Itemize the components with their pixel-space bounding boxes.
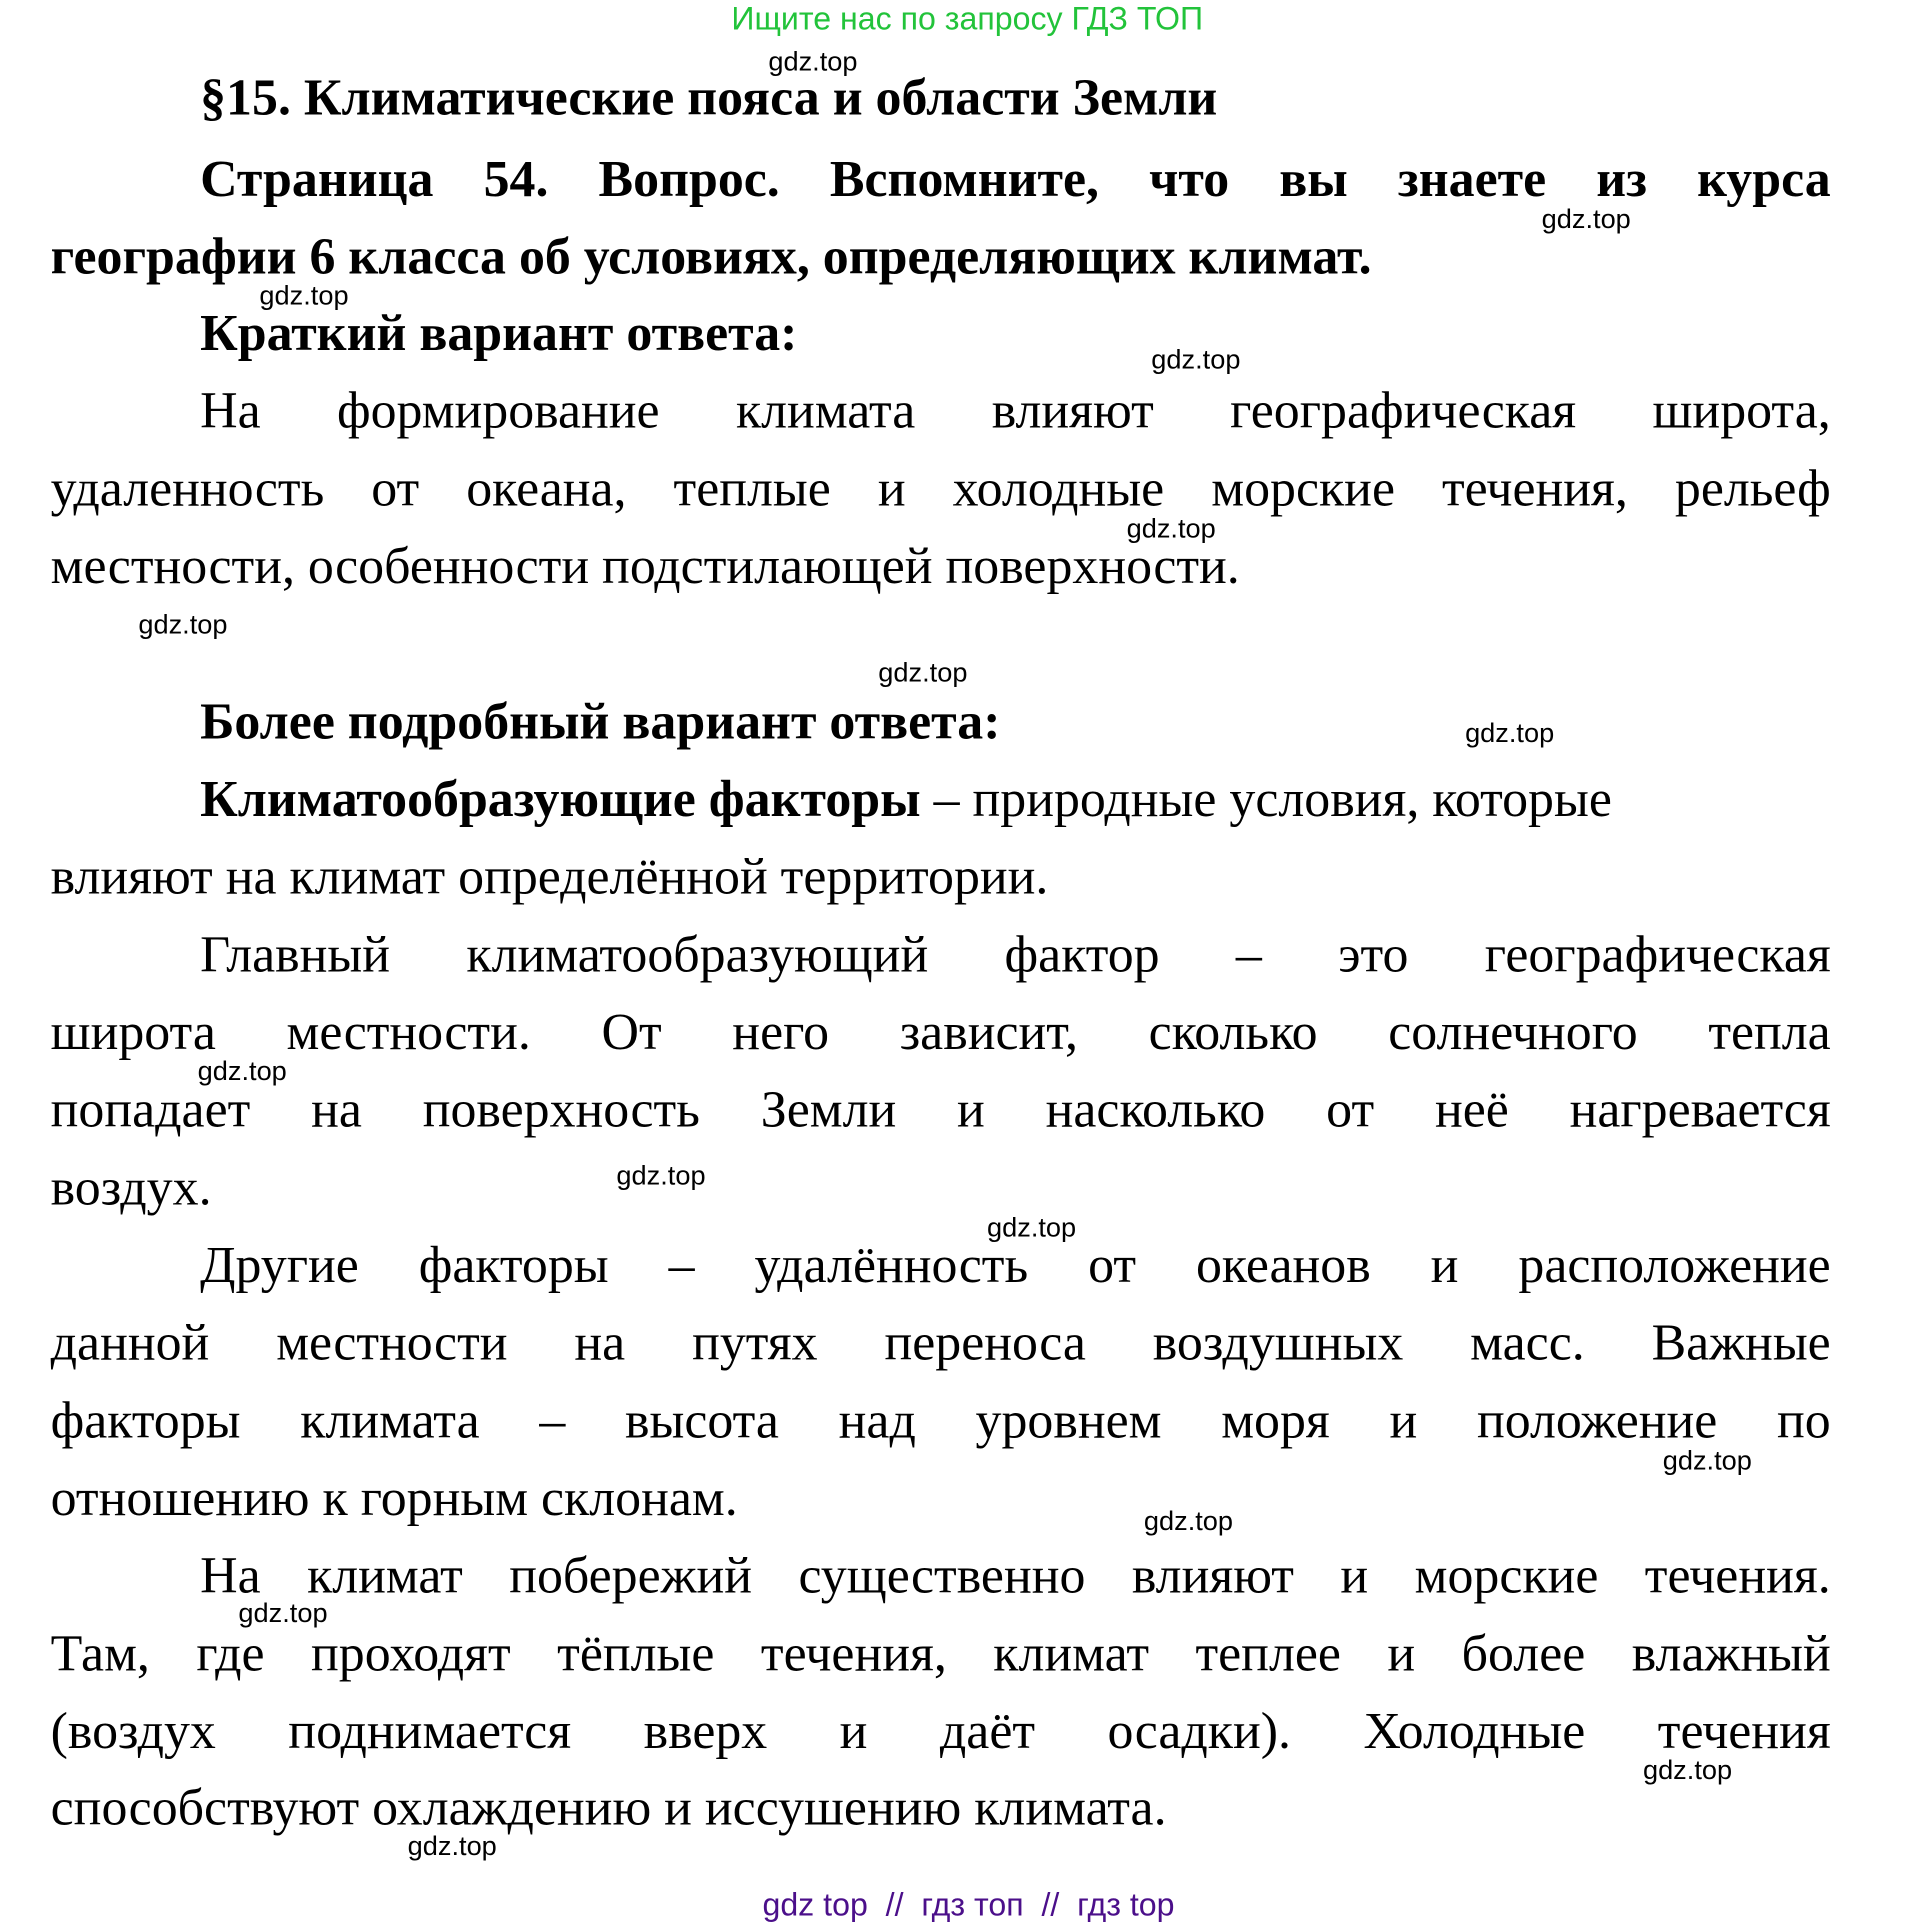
footer-link[interactable]: gdz top bbox=[762, 1886, 868, 1923]
definition-text: – природные условия, которые bbox=[920, 771, 1612, 829]
paragraph-line: факторы климата – высота над уровнем моря и положение по bbox=[50, 1392, 1831, 1450]
page-title: §15. Климатические пояса и области Земли bbox=[200, 70, 1218, 127]
paragraph-line: Главный климатообразующий фактор – это географическая bbox=[200, 926, 1831, 984]
question-line: географии 6 класса об условиях, определяющих климат. bbox=[50, 229, 1372, 286]
paragraph-line: Там, где проходят тёплые течения, климат теплее и более влажный bbox=[50, 1625, 1831, 1683]
footer-link[interactable]: гдз top bbox=[1077, 1886, 1175, 1923]
paragraph-line: Другие факторы – удалённость от океанов и расположение bbox=[200, 1237, 1831, 1295]
paragraph-line: На климат побережий существенно влияют и морские течения. bbox=[200, 1548, 1831, 1605]
definition-line bbox=[200, 762, 1831, 840]
paragraph-line: способствуют охлаждению и иссушению климата. bbox=[50, 1780, 1167, 1837]
watermark: gdz.top bbox=[138, 608, 228, 640]
watermark: gdz.top bbox=[259, 279, 349, 311]
paragraph-line: воздух. bbox=[50, 1159, 212, 1217]
definition-line: влияют на климат определённой территории. bbox=[50, 849, 1049, 907]
watermark: gdz.top bbox=[1465, 717, 1555, 749]
watermark: gdz.top bbox=[878, 657, 968, 688]
watermark: gdz.top bbox=[1126, 512, 1216, 544]
watermark: gdz.top bbox=[1143, 1505, 1234, 1536]
detailed-answer-heading: Более подробный вариант ответа: bbox=[200, 694, 1001, 751]
definition-term: Климатообразующие факторы bbox=[200, 771, 921, 829]
short-answer-line: На формирование климата влияют географическая широта, bbox=[200, 383, 1831, 441]
footer-link[interactable]: гдз топ bbox=[921, 1886, 1024, 1923]
paragraph-line: широта местности. От него зависит, сколько солнечного тепла bbox=[50, 1004, 1831, 1062]
paragraph-line: попадает на поверхность Земли и насколько от неё нагревается bbox=[50, 1082, 1831, 1140]
paragraph-line: данной местности на путях переноса воздушных масс. Важные bbox=[50, 1315, 1831, 1372]
footer-links bbox=[0, 1886, 1927, 1923]
watermark: gdz.top bbox=[1151, 343, 1241, 375]
watermark: gdz.top bbox=[238, 1597, 328, 1629]
watermark: gdz.top bbox=[1642, 1754, 1733, 1785]
watermark: gdz.top bbox=[768, 45, 858, 77]
short-answer-line: удаленность от океана, теплые и холодные морские течения, рельеф bbox=[50, 461, 1831, 518]
short-answer-heading: Краткий вариант ответа: bbox=[200, 305, 798, 363]
watermark: gdz.top bbox=[1662, 1444, 1752, 1476]
search-banner: Ищите нас по запросу ГДЗ ТОП bbox=[731, 0, 1204, 37]
paragraph-line: (воздух поднимается вверх и даёт осадки). Холодные течения bbox=[50, 1703, 1831, 1761]
watermark: gdz.top bbox=[616, 1159, 706, 1191]
watermark: gdz.top bbox=[987, 1211, 1077, 1243]
watermark: gdz.top bbox=[1541, 203, 1631, 235]
watermark: gdz.top bbox=[407, 1830, 497, 1862]
short-answer-line: местности, особенности подстилающей поверхности. bbox=[50, 538, 1240, 596]
footer-separator: // bbox=[867, 1886, 922, 1923]
question-line: Страница 54. Вопрос. Вспомните, что вы знаете из курса bbox=[200, 151, 1831, 209]
watermark: gdz.top bbox=[197, 1055, 287, 1087]
paragraph-line: отношению к горным склонам. bbox=[50, 1470, 738, 1528]
footer-separator: // bbox=[1023, 1886, 1078, 1923]
